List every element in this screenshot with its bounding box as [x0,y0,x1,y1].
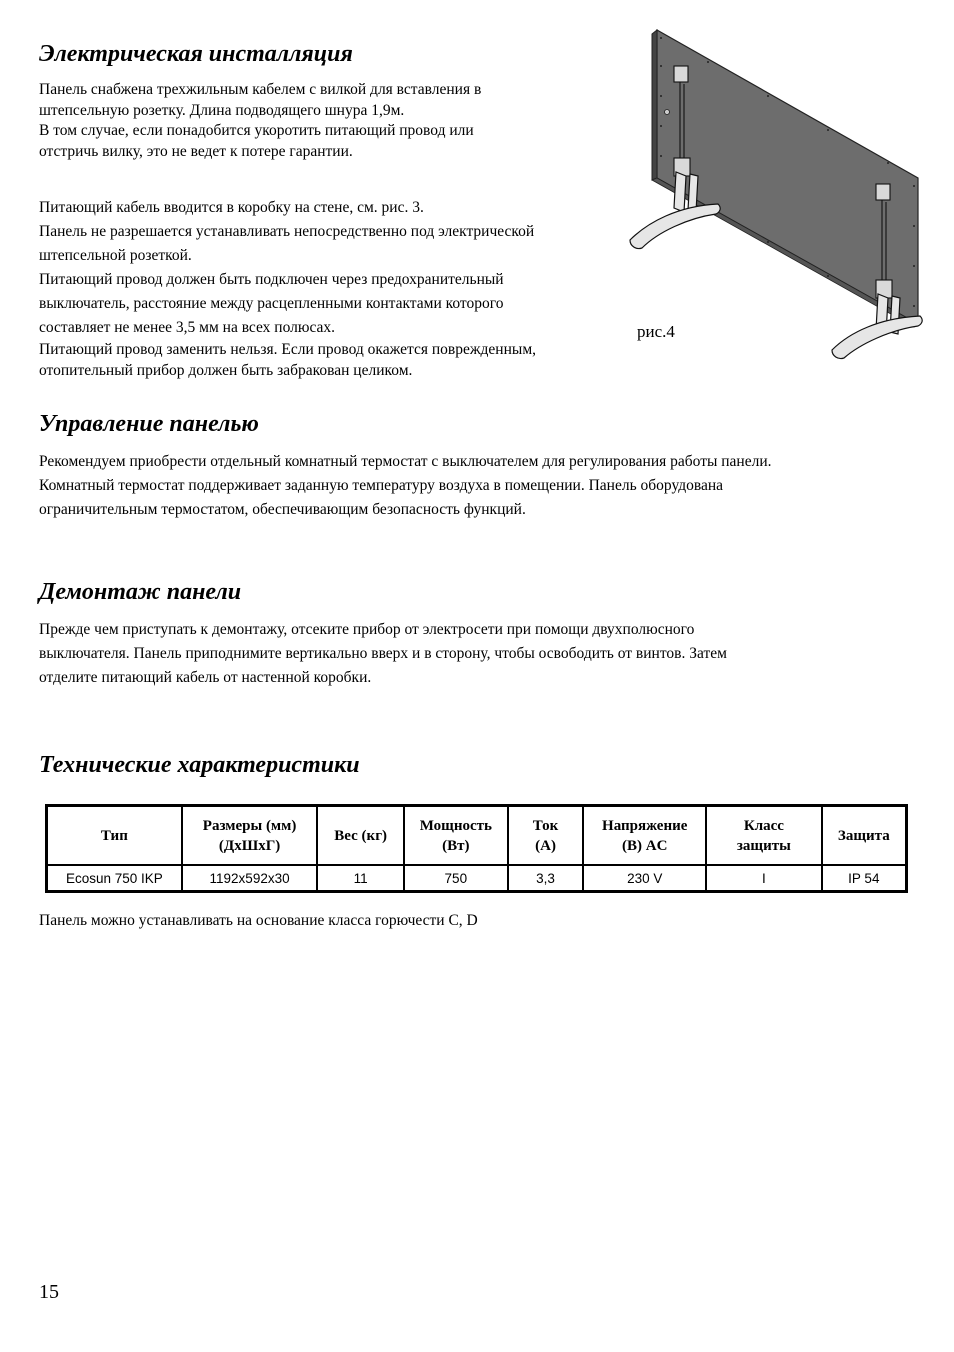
header-protection-class [706,806,822,866]
header-text: Защита [837,827,890,844]
cell-power: 750 [404,865,508,892]
text-line: Панель не разрешается устанавливать непосредственно под электрической [39,223,535,240]
section-title-dismount: Демонтаж панели [39,579,242,605]
specs-note: Панель можно устанавливать на основание класса горючести C, D [39,912,478,929]
figure-caption: рис.4 [637,322,675,341]
section-title-electrical: Электрическая инсталляция [39,41,353,67]
control-paragraph [39,450,772,522]
header-text: Тип [100,827,128,844]
cell-protection-class: I [706,865,822,892]
header-text: (А) [535,837,556,854]
header-current [508,806,584,866]
header-voltage [583,806,706,866]
cell-type: Ecosun 750 IKP [47,865,182,892]
text-line: отопительный прибор должен быть забракован целиком. [39,361,413,379]
header-type [47,806,182,866]
header-text: (Вт) [442,837,470,854]
text-line: выключателя. Панель приподнимите вертикально вверх и в сторону, чтобы освободить от винтов. Затем [39,645,727,662]
text-line: Прежде чем приступать к демонтажу, отсеките прибор от электросети при помощи двухполюсного [39,621,695,638]
header-text: защиты [736,837,791,854]
header-text: Размеры (мм) [202,817,297,834]
table-header-row [47,806,907,866]
header-text: Вес (кг) [334,827,387,844]
text-line: штепсельной розеткой. [39,247,192,264]
header-ip-rating [822,806,907,866]
header-power [404,806,508,866]
cell-ip-rating: IP 54 [822,865,907,892]
header-text: Мощность [419,817,492,834]
electrical-paragraph-3 [39,340,536,381]
text-line: Питающий провод заменить нельзя. Если провод окажется поврежденным, [39,341,536,358]
header-text: Ток [532,817,559,834]
electrical-paragraph-1 [39,80,481,162]
panel-figure [628,26,928,366]
panel-edge [652,30,657,180]
cell-weight: 11 [317,865,404,892]
cell-current: 3,3 [508,865,584,892]
specs-table [45,804,908,893]
dismount-paragraph [39,618,727,690]
text-line: Комнатный термостат поддерживает заданную температуру воздуха в помещении. Панель оборудована [39,477,724,494]
header-text: (ДхШхГ) [218,837,281,854]
section-title-control: Управление панелью [39,411,259,437]
text-line: штепсельную розетку. Длина подводящего шнура 1,9м. [39,101,405,119]
electrical-paragraph-2 [39,196,534,340]
text-line: Питающий кабель вводится в коробку на стене, см. рис. 3. [39,199,424,216]
section-title-specs: Технические характеристики [39,752,360,778]
table-row [47,865,907,892]
text-line: выключатель, расстояние между расцепленными контактами которого [39,295,504,312]
header-weight [317,806,404,866]
cell-voltage: 230 V [583,865,706,892]
text-line: Панель снабжена трехжильным кабелем с вилкой для вставления в [39,81,482,98]
header-text: (В) AC [622,837,668,854]
page-number: 15 [39,1281,59,1303]
header-text: Класс [743,817,784,834]
text-line: Рекомендуем приобрести отдельный комнатный термостат с выключателем для регулирования работы панели. [39,453,772,470]
text-line: ограничительным термостатом, обеспечивающим безопасность функций. [39,501,526,518]
text-line: отделите питающий кабель от настенной коробки. [39,669,372,686]
text-line: В том случае, если понадобится укоротить питающий провод или [39,122,474,139]
text-line: составляет не менее 3,5 мм на всех полюсах. [39,319,336,336]
header-dimensions [182,806,318,866]
cell-dimensions: 1192x592x30 [182,865,318,892]
header-text: Напряжение [602,817,688,834]
text-line: отстричь вилку, это не ведет к потере гарантии. [39,142,353,160]
text-line: Питающий провод должен быть подключен через предохранительный [39,271,504,288]
